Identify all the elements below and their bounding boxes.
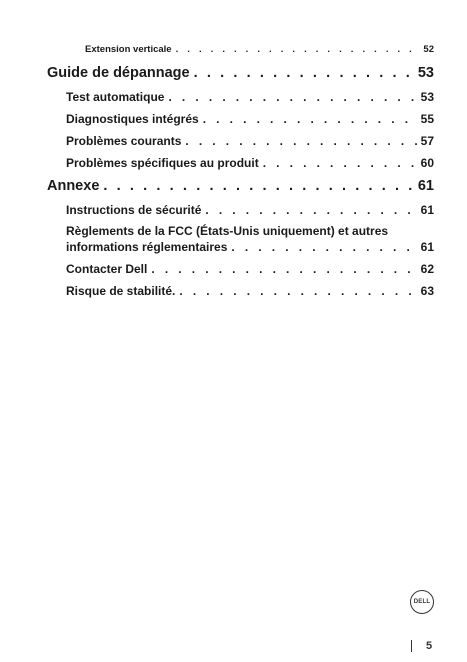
toc-entry-page: 52 [423, 44, 434, 55]
toc-leader-dots [194, 65, 414, 81]
toc-section-page: 61 [417, 178, 434, 194]
toc-leader-dots [151, 262, 416, 276]
toc-leader-dots [176, 44, 420, 55]
toc-entry-title: Risque de stabilité. [66, 284, 176, 298]
toc-section-guide-depannage[interactable] [47, 65, 434, 81]
toc-entry-page: 55 [420, 112, 434, 126]
toc-entry-extension-verticale[interactable] [85, 44, 434, 55]
dell-logo-text: DELL [413, 599, 431, 605]
toc-entry-page: 53 [420, 90, 434, 104]
toc-leader-dots [179, 284, 416, 298]
toc-leader-dots [185, 134, 416, 148]
page-number: 5 [426, 640, 433, 652]
toc-leader-dots [168, 90, 416, 104]
toc-entry-page: 61 [420, 203, 434, 217]
toc-entry-page: 57 [420, 134, 434, 148]
toc-entry-risque-stabilite[interactable] [66, 284, 434, 298]
toc-entry-title: Contacter Dell [66, 262, 148, 276]
toc-entry-problemes-courants[interactable] [66, 134, 434, 148]
toc-entry-title: Instructions de sécurité [66, 203, 202, 217]
toc-section-annexe[interactable] [47, 178, 434, 194]
toc-entry-page: 60 [420, 156, 434, 170]
toc-leader-dots [203, 112, 417, 126]
toc-entry-title: Extension verticale [85, 44, 172, 55]
toc-entry-instructions-securite[interactable] [66, 203, 434, 217]
toc-entry-test-automatique[interactable] [66, 90, 434, 104]
toc-entry-title: Problèmes spécifiques au produit [66, 156, 259, 170]
toc-entry-title: informations réglementaires [66, 240, 228, 254]
toc-entry-problemes-specifiques[interactable] [66, 156, 434, 170]
toc-leader-dots [205, 203, 416, 217]
footer-divider [411, 640, 412, 652]
toc-entry-reglements-fcc-line1[interactable]: Règlements de la FCC (États-Unis uniquement) et autres [66, 224, 389, 238]
dell-logo [410, 590, 434, 614]
toc-leader-dots [231, 240, 416, 254]
toc-entry-page: 62 [420, 262, 434, 276]
toc-leader-dots [103, 178, 413, 194]
toc-entry-diagnostiques[interactable] [66, 112, 434, 126]
toc-section-page: 53 [417, 65, 434, 81]
toc-entry-page: 63 [420, 284, 434, 298]
toc-section-title: Guide de dépannage [47, 65, 190, 81]
toc-entry-title: Diagnostiques intégrés [66, 112, 199, 126]
toc-entry-contacter-dell[interactable] [66, 262, 434, 276]
toc-section-title: Annexe [47, 178, 100, 194]
toc-entry-reglements-fcc[interactable] [66, 240, 434, 254]
toc-entry-page: 61 [420, 240, 434, 254]
toc-entry-title: Test automatique [66, 90, 165, 104]
toc-leader-dots [263, 156, 417, 170]
toc-entry-title: Problèmes courants [66, 134, 182, 148]
